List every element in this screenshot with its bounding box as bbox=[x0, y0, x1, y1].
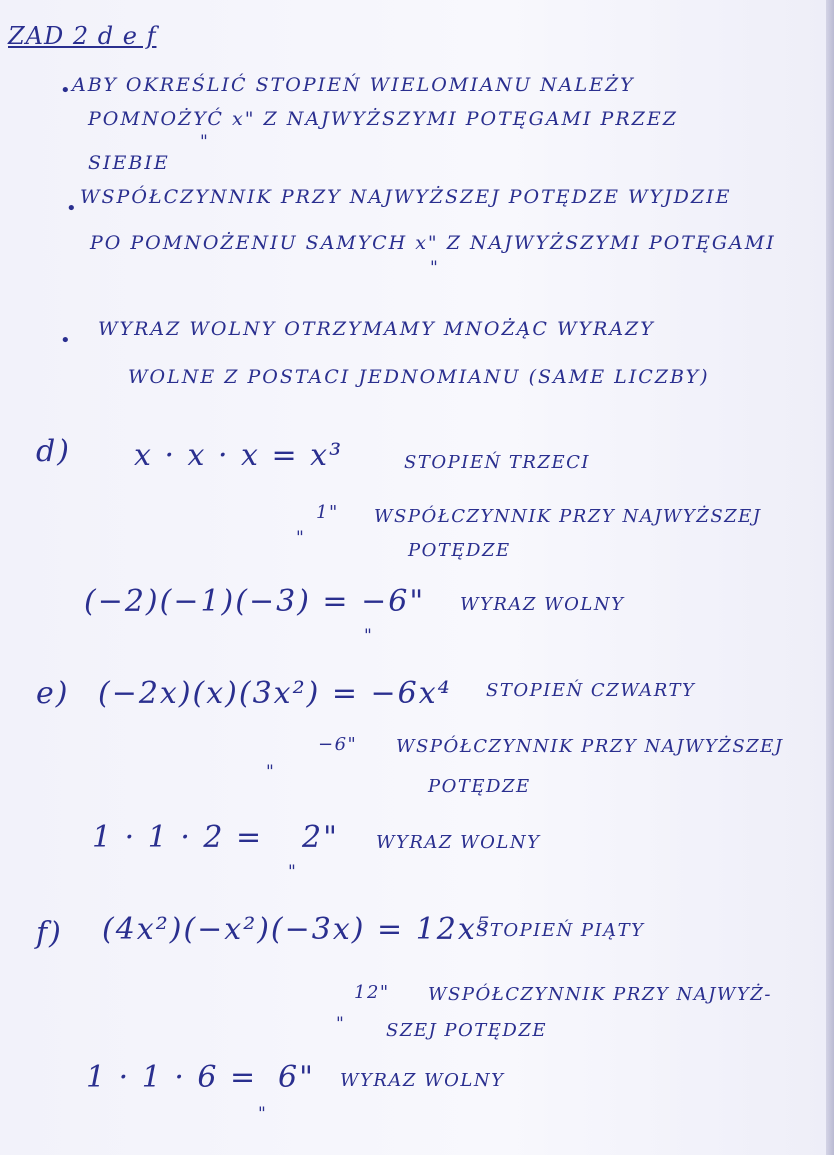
note3-line2: WOLNE Z POSTACI JEDNOMIANU (SAME LICZBY) bbox=[128, 366, 710, 388]
part-f-free-term-text: WYRAZ WOLNY bbox=[340, 1070, 505, 1091]
part-f-equation-1: (4x²)(−x²)(−3x) = 12x⁵ bbox=[102, 912, 491, 947]
part-d-degree: STOPIEŃ TRZECI bbox=[404, 452, 591, 473]
ditto-mark: " bbox=[200, 132, 209, 152]
note3-line1: WYRAZ WOLNY OTRZYMAMY MNOŻĄC WYRAZY bbox=[98, 318, 655, 340]
part-d-label: d) bbox=[36, 434, 71, 469]
note2-line1: WSPÓŁCZYNNIK PRZY NAJWYŻSZEJ POTĘDZE WYJDZIE bbox=[80, 186, 732, 208]
bullet-dot: • bbox=[66, 198, 78, 219]
page-title: ZAD 2 d e f bbox=[8, 22, 157, 50]
note1-line1: ABY OKREŚLIĆ STOPIEŃ WIELOMIANU NALEŻY bbox=[72, 74, 635, 96]
ditto-mark: " bbox=[364, 626, 373, 646]
note1-line3: SIEBIE bbox=[88, 152, 170, 174]
part-d-coefficient-text-2: POTĘDZE bbox=[408, 540, 511, 561]
part-f-free-term: 6" bbox=[278, 1060, 315, 1095]
ditto-mark: " bbox=[258, 1104, 267, 1124]
part-d-equation-2: (−2)(−1)(−3) = −6" bbox=[84, 584, 426, 619]
part-f-degree: STOPIEŃ PIĄTY bbox=[476, 920, 645, 941]
ditto-mark: " bbox=[296, 528, 305, 548]
part-e-coefficient: −6" bbox=[318, 734, 358, 755]
part-f-equation-2: 1 · 1 · 6 = bbox=[86, 1060, 258, 1095]
part-e-coefficient-text-2: POTĘDZE bbox=[428, 776, 531, 797]
note2-line2: PO POMNOŻENIU SAMYCH x" Z NAJWYŻSZYMI POTĘGAMI bbox=[90, 232, 776, 254]
part-d-free-term-text: WYRAZ WOLNY bbox=[460, 594, 625, 615]
bullet-dot: • bbox=[60, 80, 72, 101]
part-f-label: f) bbox=[36, 916, 63, 951]
ditto-mark: " bbox=[266, 762, 275, 782]
part-f-coefficient-text-1: WSPÓŁCZYNNIK PRZY NAJWYŻ- bbox=[428, 984, 772, 1005]
part-e-free-term-text: WYRAZ WOLNY bbox=[376, 832, 541, 853]
ditto-mark: " bbox=[288, 862, 297, 882]
page-edge-shadow bbox=[826, 0, 834, 1155]
part-d-coefficient: 1" bbox=[316, 502, 339, 523]
part-e-coefficient-text-1: WSPÓŁCZYNNIK PRZY NAJWYŻSZEJ bbox=[396, 736, 784, 757]
part-e-equation-1: (−2x)(x)(3x²) = −6x⁴ bbox=[98, 676, 452, 711]
part-e-equation-2: 1 · 1 · 2 = bbox=[92, 820, 264, 855]
note1-line2: POMNOŻYĆ x" Z NAJWYŻSZYMI POTĘGAMI PRZEZ bbox=[88, 108, 678, 130]
part-f-coefficient: 12" bbox=[354, 982, 390, 1003]
ditto-mark: " bbox=[336, 1014, 345, 1034]
part-f-coefficient-text-2: SZEJ POTĘDZE bbox=[386, 1020, 548, 1041]
part-d-coefficient-text-1: WSPÓŁCZYNNIK PRZY NAJWYŻSZEJ bbox=[374, 506, 762, 527]
part-e-free-term: 2" bbox=[302, 820, 339, 855]
part-e-degree: STOPIEŃ CZWARTY bbox=[486, 680, 696, 701]
part-e-label: e) bbox=[36, 676, 70, 711]
part-d-equation-1: x · x · x = x³ bbox=[134, 438, 344, 473]
ditto-mark: " bbox=[430, 258, 439, 278]
bullet-dot: • bbox=[60, 330, 72, 351]
